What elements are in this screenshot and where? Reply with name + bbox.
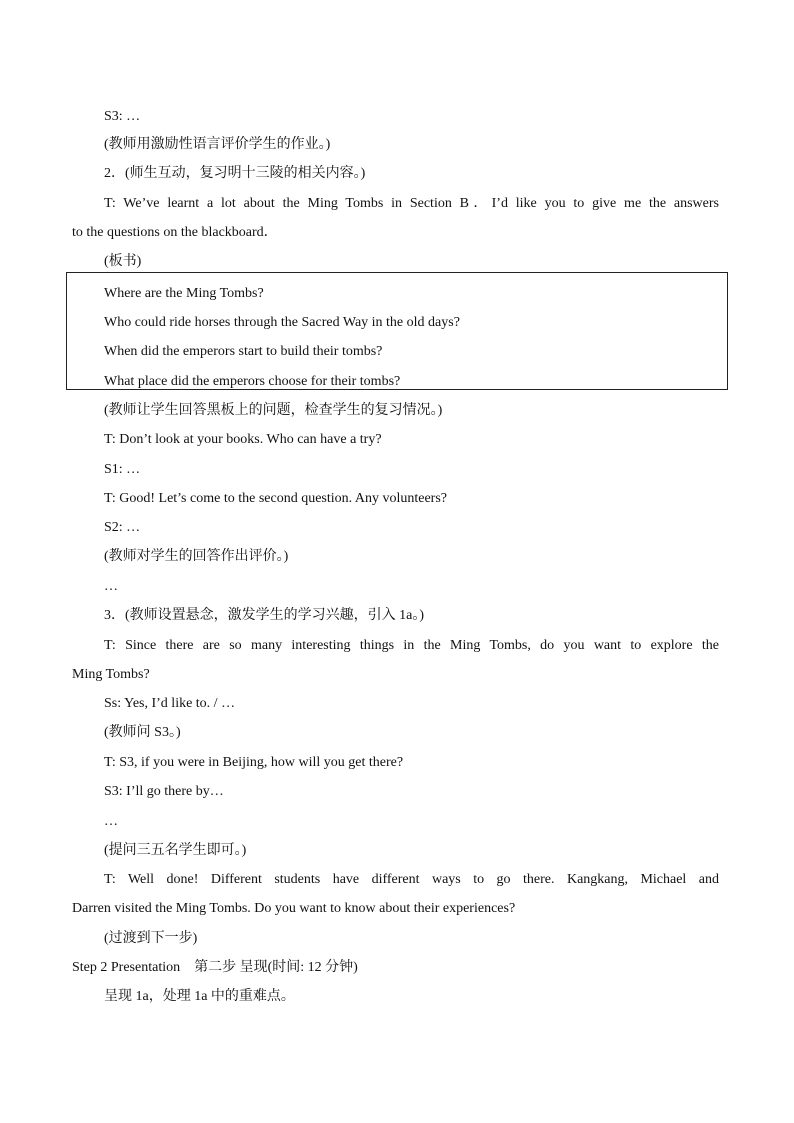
ellipsis-line: … — [104, 579, 118, 594]
board-question: When did the emperors start to build their tombs? — [104, 344, 383, 359]
dialogue-line: T: Well done! Different students have different ways to go there. Kangkang, Michael and — [104, 872, 719, 887]
step-description: 呈现 1a，处理 1a 中的重难点。 — [104, 989, 295, 1004]
board-question: Where are the Ming Tombs? — [104, 286, 264, 301]
activity-heading: 3．(教师设置悬念，激发学生的学习兴趣，引入 1a。) — [104, 608, 425, 623]
dialogue-line: T: S3, if you were in Beijing, how will you get there? — [104, 755, 404, 770]
dialogue-line: T: Don’t look at your books. Who can have a try? — [104, 432, 382, 447]
board-question: What place did the emperors choose for their tombs? — [104, 374, 401, 389]
dialogue-line: Ming Tombs? — [72, 667, 150, 682]
dialogue-line: T: We’ve learnt a lot about the Ming Tombs in Section B．I’d like you to give me the answers — [104, 196, 719, 211]
teacher-note: (过渡到下一步) — [104, 931, 198, 946]
dialogue-line: T: Since there are so many interesting things in the Ming Tombs, do you want to explore the — [104, 638, 719, 653]
board-question: Who could ride horses through the Sacred Way in the old days? — [104, 315, 460, 330]
teacher-note: (教师让学生回答黑板上的问题，检查学生的复习情况。) — [104, 403, 443, 418]
dialogue-line: T: Good! Let’s come to the second question. Any volunteers? — [104, 491, 448, 506]
teacher-note: (教师问 S3。) — [104, 725, 181, 740]
ellipsis-line: … — [104, 814, 118, 829]
step-heading: Step 2 Presentation 第二步 呈现(时间: 12 分钟) — [72, 960, 358, 975]
board-label: (板书) — [104, 254, 142, 269]
dialogue-line: S2: … — [104, 520, 141, 535]
dialogue-line: Darren visited the Ming Tombs. Do you want to know about their experiences? — [72, 901, 516, 916]
dialogue-line: Ss: Yes, I’d like to. / … — [104, 696, 236, 711]
teacher-note: (提问三五名学生即可。) — [104, 843, 247, 858]
dialogue-line: S3: … — [104, 109, 141, 124]
dialogue-line: S1: … — [104, 462, 141, 477]
dialogue-line: S3: I’ll go there by… — [104, 784, 224, 799]
teacher-note: (教师用激励性语言评价学生的作业。) — [104, 137, 331, 152]
dialogue-line: to the questions on the blackboard． — [72, 225, 278, 240]
activity-heading: 2．(师生互动，复习明十三陵的相关内容。) — [104, 166, 366, 181]
teacher-note: (教师对学生的回答作出评价。) — [104, 549, 289, 564]
